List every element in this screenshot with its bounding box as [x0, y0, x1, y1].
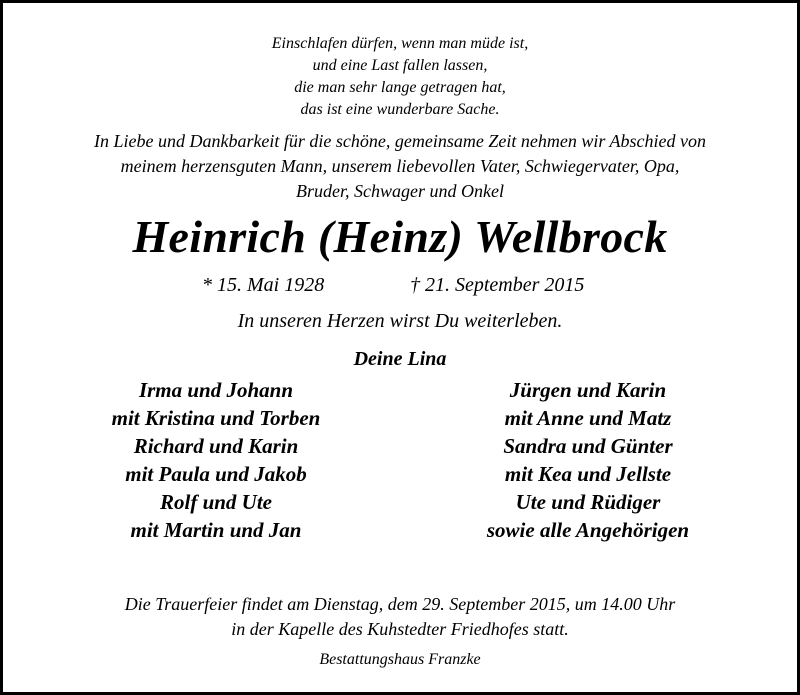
birth-date: * 15. Mai 1928: [202, 274, 325, 296]
family-member: Richard und Karin: [133, 434, 299, 458]
family-member: Sandra und Günter: [503, 434, 673, 458]
farewell-text: [3, 129, 797, 204]
family-member: mit Kea und Jellste: [504, 462, 672, 486]
poem-line: und eine Last fallen lassen,: [312, 57, 488, 74]
family-member: mit Kristina und Torben: [111, 406, 321, 430]
undertaker-name: Bestattungshaus Franzke: [319, 651, 481, 668]
family-member: Ute und Rüdiger: [515, 490, 661, 514]
family-list-right: [423, 376, 753, 544]
funeral-info: [3, 592, 797, 642]
family-member: Rolf und Ute: [159, 490, 272, 514]
family-member: mit Anne und Matz: [504, 406, 672, 430]
deceased-name: Heinrich (Heinz) Wellbrock: [132, 211, 668, 262]
funeral-line: Die Trauerfeier findet am Dienstag, dem 29. September 2015, um 14.00 Uhr: [124, 594, 676, 614]
poem-line: das ist eine wunderbare Sache.: [300, 101, 500, 118]
family-member: sowie alle Angehörigen: [486, 518, 690, 542]
family-list-left: [51, 376, 381, 544]
poem-line: Einschlafen dürfen, wenn man müde ist,: [271, 35, 529, 52]
family-member: mit Paula und Jakob: [125, 462, 307, 486]
memorial-motto: In unseren Herzen wirst Du weiterleben.: [237, 310, 563, 332]
death-date: † 21. September 2015: [410, 274, 585, 296]
funeral-line: in der Kapelle des Kuhstedter Friedhofes statt.: [231, 619, 569, 639]
poem-line: die man sehr lange getragen hat,: [294, 79, 506, 96]
farewell-line: In Liebe und Dankbarkeit für die schöne, gemeinsame Zeit nehmen wir Abschied von: [93, 131, 707, 151]
family-member: mit Martin und Jan: [130, 518, 302, 542]
family-member: Jürgen und Karin: [509, 378, 667, 402]
poem: [3, 33, 797, 121]
signature-spouse: Deine Lina: [353, 348, 447, 370]
farewell-line: Bruder, Schwager und Onkel: [296, 181, 504, 201]
farewell-line: meinem herzensguten Mann, unserem liebevollen Vater, Schwiegervater, Opa,: [120, 156, 680, 176]
family-member: Irma und Johann: [138, 378, 294, 402]
